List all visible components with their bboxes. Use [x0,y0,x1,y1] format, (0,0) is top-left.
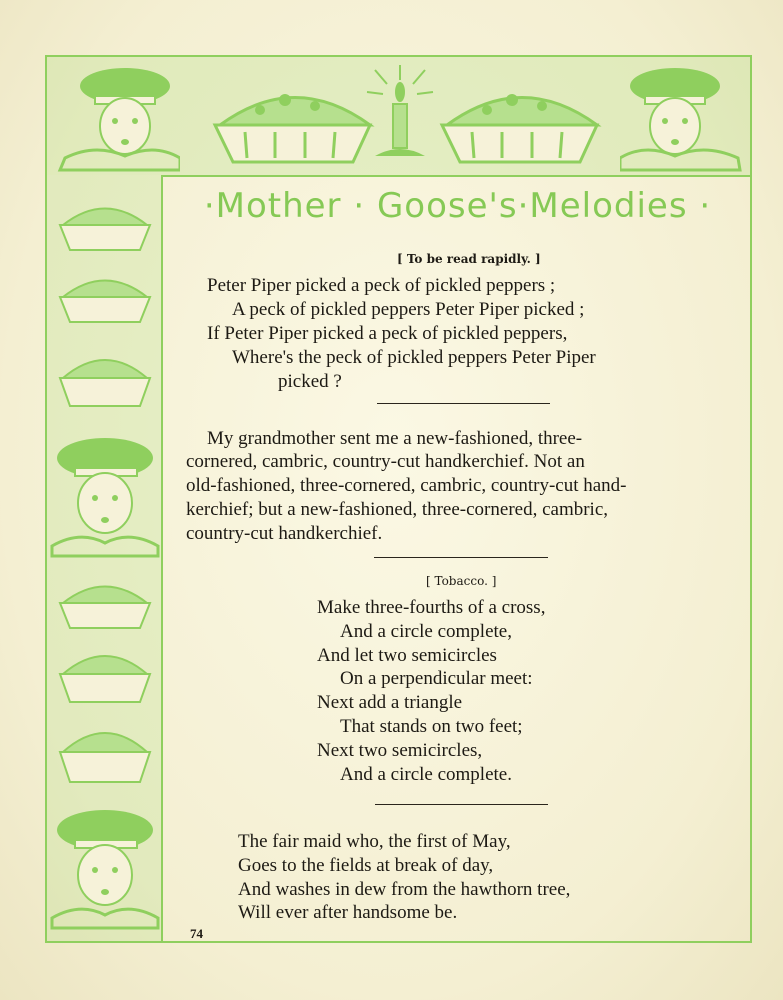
pie-icon [432,70,607,165]
prose-line: cornered, cambric, country-cut handkerchief. Not an [186,451,585,472]
poem-line: Where's the peck of pickled peppers Peter Piper [232,347,596,368]
pie-icon [55,340,155,410]
prose-line: country-cut handkerchief. [186,523,383,544]
poem-line: And washes in dew from the hawthorn tree, [238,879,571,900]
prose-line: kerchief; but a new-fashioned, three-cornered, cambric, [186,499,609,520]
pie-icon [205,70,380,165]
candle-icon [365,60,435,165]
poem-line: Goes to the fields at break of day, [238,855,494,876]
poem-line: And a circle complete. [340,764,512,785]
poem-line: The fair maid who, the first of May, [238,831,511,852]
pie-icon [55,568,155,633]
page-title: ·Mother · Goose's·Melodies · [203,186,712,226]
prose-line: My grandmother sent me a new-fashioned, three- [207,428,583,449]
pie-icon [55,262,155,327]
poem-line: A peck of pickled peppers Peter Piper picked ; [232,299,585,320]
poem-note: [ Tobacco. ] [426,574,497,588]
poem-line: If Peter Piper picked a peck of pickled peppers, [207,323,568,344]
page-number: 74 [190,926,203,941]
section-divider [374,557,548,558]
pie-icon [55,712,155,787]
poem-note: [ To be read rapidly. ] [397,252,541,266]
poem-line: Peter Piper picked a peck of pickled peppers ; [207,275,556,296]
boy-face-icon [50,800,160,930]
poem-line: Next two semicircles, [317,740,483,761]
poem-line: And a circle complete, [340,621,512,642]
boy-face-icon [50,428,160,558]
poem-line: Will ever after handsome be. [238,902,458,923]
poem-line: And let two semicircles [317,645,497,666]
poem-line: On a perpendicular meet: [340,668,533,689]
pie-icon [55,190,155,255]
pie-icon [55,636,155,706]
section-divider [375,804,548,805]
poem-line: picked ? [278,371,342,392]
poem-line: Next add a triangle [317,692,463,713]
poem-line: That stands on two feet; [340,716,523,737]
section-divider [377,403,550,404]
prose-line: old-fashioned, three-cornered, cambric, country-cut hand- [186,475,627,496]
boy-face-icon [620,58,745,173]
poem-line: Make three-fourths of a cross, [317,597,546,618]
boy-face-icon [55,58,180,173]
